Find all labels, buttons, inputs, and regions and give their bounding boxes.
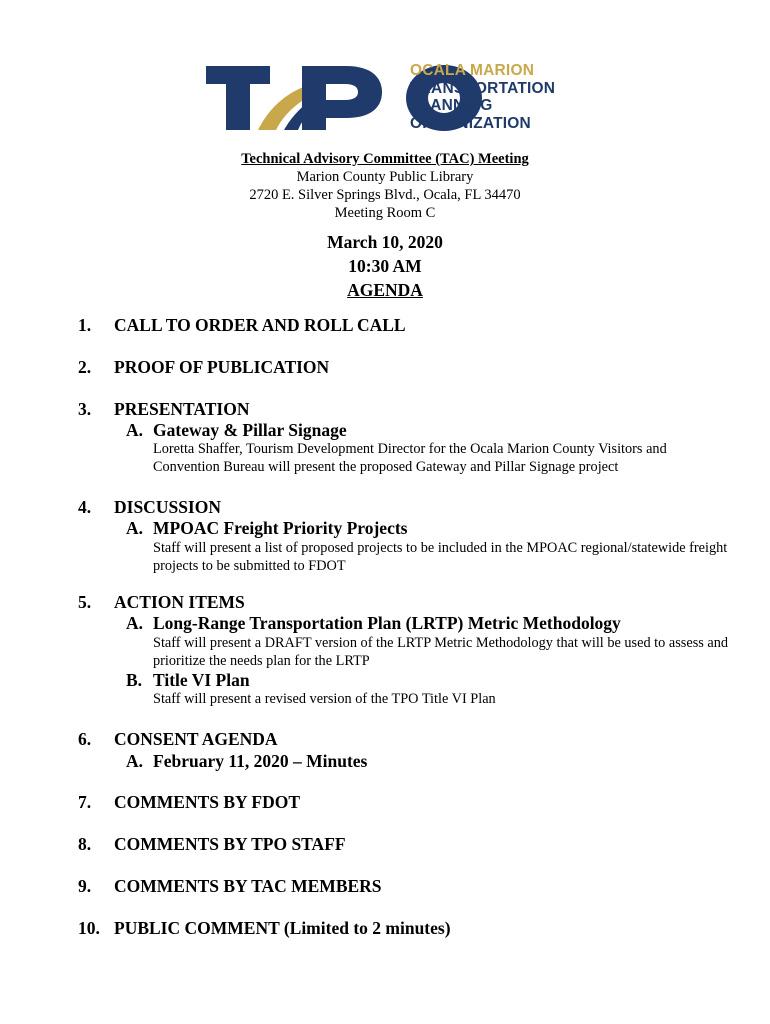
sub-item-letter: A.	[126, 613, 144, 633]
meeting-time: 10:30 AM	[348, 256, 422, 276]
item-title: CALL TO ORDER AND ROLL CALL	[114, 315, 406, 335]
item-title: DISCUSSION	[114, 497, 221, 517]
item-number: 8.	[78, 834, 92, 854]
sub-item-letter: A.	[126, 518, 144, 538]
date-time-block	[0, 230, 770, 302]
item-number: 6.	[78, 729, 92, 749]
item-number: 2.	[78, 357, 92, 377]
sub-item-title: MPOAC Freight Priority Projects	[153, 518, 408, 538]
item-title: ACTION ITEMS	[114, 592, 245, 612]
item-number: 4.	[78, 497, 92, 517]
meeting-date: March 10, 2020	[327, 232, 443, 252]
org-name-line3: PLANNING	[410, 97, 493, 114]
sub-item-title: Long-Range Transportation Plan (LRTP) Metric Methodology	[153, 613, 621, 633]
meeting-title: Technical Advisory Committee (TAC) Meeting	[241, 151, 529, 167]
item-number: 7.	[78, 792, 92, 812]
sub-item-letter: A.	[126, 751, 144, 771]
item-title: PROOF OF PUBLICATION	[114, 357, 330, 377]
item-number: 10.	[78, 918, 100, 938]
sub-item-description: Staff will present a revised version of the TPO Title VI Plan	[153, 691, 496, 707]
meeting-address: 2720 E. Silver Springs Blvd., Ocala, FL 34470	[249, 187, 521, 203]
meeting-location: Marion County Public Library	[296, 169, 474, 185]
item-number: 3.	[78, 399, 92, 419]
item-title: COMMENTS BY TPO STAFF	[114, 834, 346, 854]
meeting-header	[0, 150, 770, 222]
sub-item-title: February 11, 2020 – Minutes	[153, 751, 368, 771]
item-number: 1.	[78, 315, 92, 335]
org-name	[410, 62, 555, 132]
meeting-room: Meeting Room C	[334, 205, 436, 221]
org-name-line1: OCALA MARION	[410, 62, 535, 79]
sub-item-title: Gateway & Pillar Signage	[153, 420, 347, 440]
sub-item-description: Staff will present a DRAFT version of the LRTP Metric Methodology that will be used to assess and prioritize the needs plan for the LRTP	[153, 635, 729, 669]
item-title: PUBLIC COMMENT (Limited to 2 minutes)	[114, 918, 451, 938]
org-name-line4: ORGANIZATION	[410, 114, 531, 132]
sub-item-title: Title VI Plan	[153, 670, 250, 690]
item-title: CONSENT AGENDA	[114, 729, 278, 749]
item-title: COMMENTS BY FDOT	[114, 792, 301, 812]
org-name-line2: TRANSPORTATION	[410, 79, 556, 97]
agenda-heading: AGENDA	[347, 280, 423, 300]
sub-item-letter: A.	[126, 420, 144, 440]
item-number: 5.	[78, 592, 92, 612]
sub-item-description: Loretta Shaffer, Tourism Development Director for the Ocala Marion County Visitors and Convention Bureau will present the proposed Gateway and Pillar Signage project	[153, 441, 667, 475]
sub-item-letter: B.	[126, 670, 143, 690]
item-title: PRESENTATION	[114, 399, 250, 419]
item-title: COMMENTS BY TAC MEMBERS	[114, 876, 382, 896]
sub-item-description: Staff will present a list of proposed projects to be included in the MPOAC regional/statewide freight projects to be submitted to FDOT	[153, 540, 728, 574]
item-number: 9.	[78, 876, 92, 896]
